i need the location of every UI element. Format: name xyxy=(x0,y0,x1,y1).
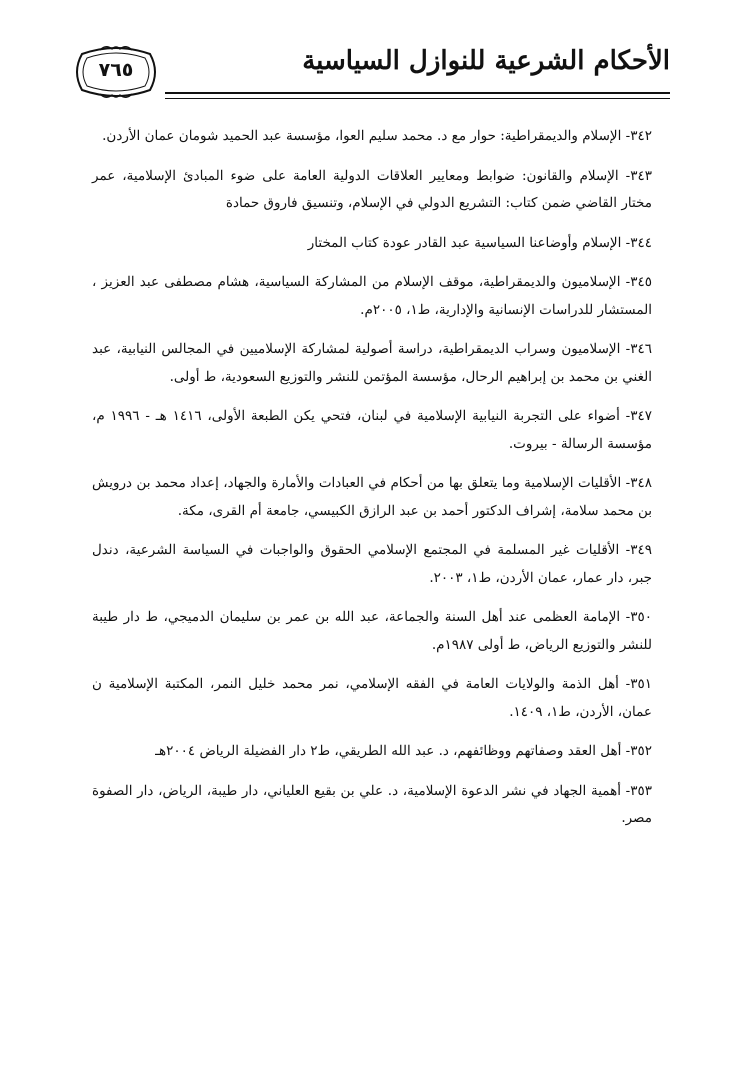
bibliography-entry-345 xyxy=(92,269,652,324)
page-number: ٧٦٥ xyxy=(98,59,134,81)
entry-text: ٣٤٣- الإسلام والقانون: ضوابط ومعايير العلاقات الدولية العامة على ضوء المبادئ الإسلامية، عمر مختار القاضي ضمن كتاب: التشريع الدولي في الإسلام، وتنسيق فاروق حمادة xyxy=(92,167,652,211)
bibliography-entry-348 xyxy=(92,470,652,525)
entry-text: ٣٤٤- الإسلام وأوضاعنا السياسية عبد القادر عودة كتاب المختار xyxy=(307,234,652,251)
entry-text: ٣٤٩- الأقليات غير المسلمة في المجتمع الإسلامي الحقوق والواجبات في السياسة الشرعية، دندل جبر، دار عمار، عمان الأردن، ط١، ٢٠٠٣. xyxy=(92,542,652,586)
bibliography-entry-351 xyxy=(92,671,652,726)
bibliography-entry-346 xyxy=(92,336,652,391)
bibliography-entry-350 xyxy=(92,604,652,659)
running-title: الأحكام الشرعية للنوازل السياسية xyxy=(302,46,670,76)
entry-text: ٣٤٧- أضواء على التجربة النيابية الإسلامية في لبنان، فتحي يكن الطبعة الأولى، ١٤١٦ هـ - ١٩٩٦ م، مؤسسة الرسالة - بيروت. xyxy=(92,408,652,452)
header-divider xyxy=(165,92,670,99)
entry-text: ٣٥٢- أهل العقد وصفاتهم ووظائفهم، د. عبد الله الطريقي، ط٢ دار الفضيلة الرياض ٢٠٠٤هـ xyxy=(155,743,652,759)
page-number-frame xyxy=(70,44,162,98)
entry-text: ٣٥١- أهل الذمة والولايات العامة في الفقه الإسلامي، نمر محمد خليل النمر، المكتبة الإسلامية ن عمان، الأردن، ط١، ١٤٠٩. xyxy=(92,676,652,720)
entry-text: ٣٥٠- الإمامة العظمى عند أهل السنة والجماعة، عبد الله بن عمر بن سليمان الدميجي، ط دار طيبة للنشر والتوزيع الرياض، ط أولى ١٩٨٧م. xyxy=(92,609,652,653)
bibliography-entry-342 xyxy=(92,123,652,151)
entry-text: ٣٤٢- الإسلام والديمقراطية: حوار مع د. محمد سليم العوا، مؤسسة عبد الحميد شومان عمان الأردن. xyxy=(102,128,652,144)
entry-text: ٣٥٣- أهمية الجهاد في نشر الدعوة الإسلامية، د. علي بن بقيع العلياني، دار طيبة، الرياض، دار الصفوة مصر. xyxy=(92,782,652,826)
entry-text: ٣٤٥- الإسلاميون والديمقراطية، موقف الإسلام من المشاركة السياسية، هشام مصطفى عبد العزيز ، المستشار للدراسات الإنسانية والإدارية، ط١، ٢٠٠٥م. xyxy=(92,274,652,318)
bibliography-entry-344 xyxy=(92,230,652,258)
bibliography-entry-347 xyxy=(92,403,652,458)
bibliography-list xyxy=(92,123,652,845)
bibliography-entry-343 xyxy=(92,163,652,218)
bibliography-entry-352 xyxy=(92,738,652,766)
page-header xyxy=(70,40,670,110)
bibliography-entry-349 xyxy=(92,537,652,592)
bibliography-entry-353 xyxy=(92,778,652,833)
entry-text: ٣٤٦- الإسلاميون وسراب الديمقراطية، دراسة أصولية لمشاركة الإسلاميين في المجالس النيابية، عبد الغني بن محمد بن إبراهيم الرحال، مؤسسة المؤتمن للنشر والتوزيع السعودية، ط أولى. xyxy=(92,341,652,385)
entry-text: ٣٤٨- الأقليات الإسلامية وما يتعلق بها من أحكام في العبادات والأمارة والجهاد، إعداد محمد بن درويش بن محمد سلامة، إشراف الدكتور أحمد بن عبد الرازق الكبيسي، جامعة أم القرى، مكة. xyxy=(92,475,652,519)
